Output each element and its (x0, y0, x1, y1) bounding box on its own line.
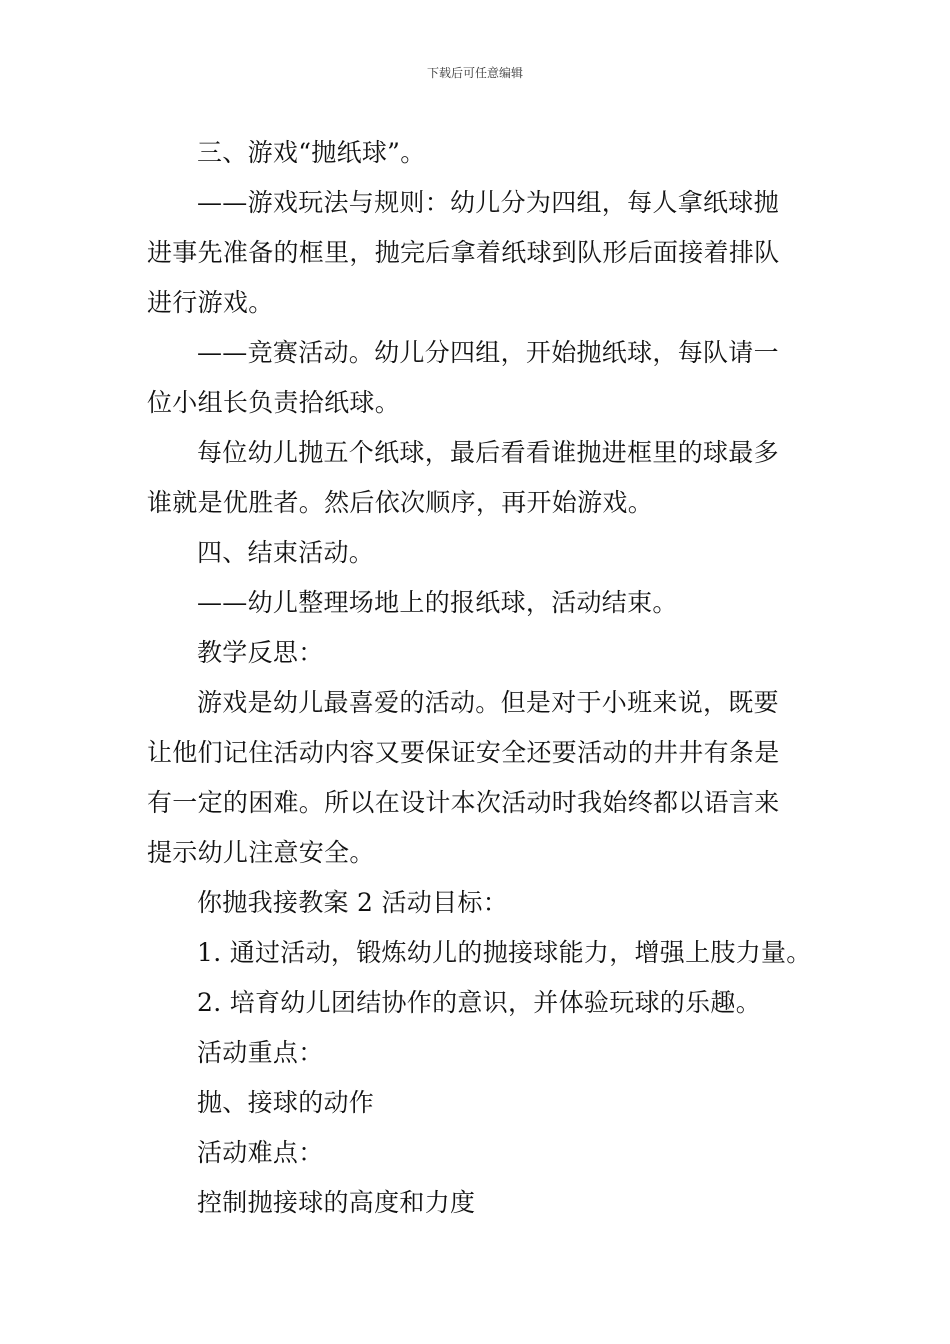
paragraph-line: 控制抛接球的高度和力度 (197, 1188, 476, 1217)
paragraph-line: 四、结束活动。 (197, 538, 375, 567)
paragraph-line: 进事先准备的框里，抛完后拿着纸球到队形后面接着排队 (147, 238, 780, 267)
paragraph-line: 教学反思： (197, 638, 324, 667)
paragraph-line: 有一定的困难。所以在设计本次活动时我始终都以语言来 (147, 788, 780, 817)
paragraph-line: 1. 通过活动，锻炼幼儿的抛接球能力，增强上肢力量。 (197, 938, 812, 967)
paragraph-line: 进行游戏。 (147, 288, 274, 317)
paragraph-line: ——竞赛活动。幼儿分四组，开始抛纸球，每队请一 (197, 338, 779, 367)
paragraph-line: 游戏是幼儿最喜爱的活动。但是对于小班来说，既要 (197, 688, 779, 717)
paragraph-line: 你抛我接教案 2 活动目标： (197, 888, 509, 917)
document-body (147, 128, 812, 1228)
page-header: 下载后可任意编辑 (426, 66, 523, 80)
paragraph-line: 让他们记住活动内容又要保证安全还要活动的井井有条是 (147, 738, 780, 767)
paragraph-line: 2. 培育幼儿团结协作的意识，并体验玩球的乐趣。 (197, 988, 762, 1017)
paragraph-line: ——游戏玩法与规则：幼儿分为四组，每人拿纸球抛 (197, 188, 779, 217)
paragraph-line: 三、游戏“抛纸球”。 (197, 138, 426, 167)
paragraph-line: 位小组长负责拾纸球。 (147, 388, 401, 417)
paragraph-line: 活动难点： (197, 1138, 324, 1167)
paragraph-line: 活动重点： (197, 1038, 324, 1067)
paragraph-line: ——幼儿整理场地上的报纸球，活动结束。 (197, 588, 678, 617)
paragraph-line: 谁就是优胜者。然后依次顺序，再开始游戏。 (147, 488, 654, 517)
paragraph-line: 抛、接球的动作 (197, 1088, 375, 1117)
paragraph-line: 提示幼儿注意安全。 (147, 838, 375, 867)
paragraph-line: 每位幼儿抛五个纸球，最后看看谁抛进框里的球最多 (197, 438, 779, 467)
